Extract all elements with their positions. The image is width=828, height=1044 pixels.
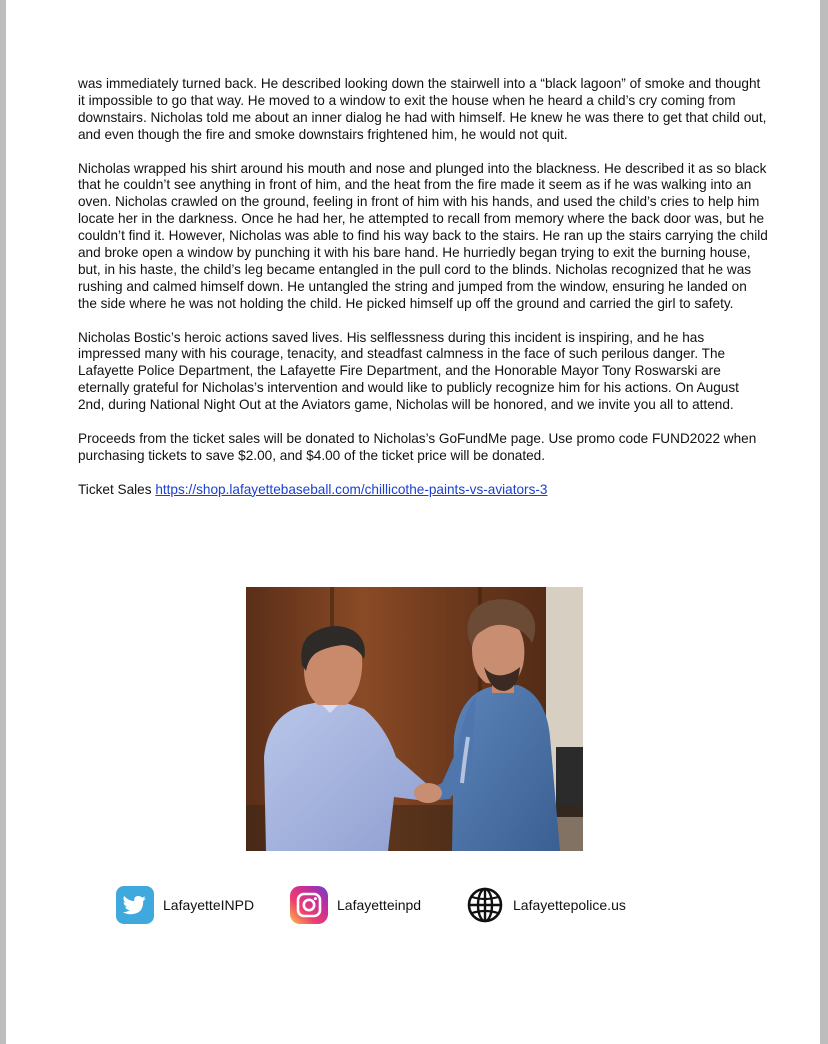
ticket-sales-line xyxy=(78,482,768,499)
twitter-handle: LafayetteINPD xyxy=(163,897,255,913)
website-url: Lafayettepolice.us xyxy=(513,897,626,913)
document-page xyxy=(6,0,820,1044)
handshake-photo xyxy=(246,587,583,851)
paragraph-recognition: Nicholas Bostic’s heroic actions saved lives. His selflessness during this incident is inspiring, and he has impressed many with his courage, tenacity, and steadfast calmness in the face of such perilous danger. The Lafayette Police Department, the Lafayette Fire Department, and the Honorable Mayor Tony Roswarski are eternally grateful for Nicholas’s intervention and would like to publicly recognize him for his actions. On August 2nd, during National Night Out at the Aviators game, Nicholas will be honored, and we invite you all to attend. xyxy=(78,329,739,413)
instagram-handle: Lafayetteinpd xyxy=(337,897,422,913)
twitter-link[interactable] xyxy=(116,886,254,924)
website-link[interactable] xyxy=(466,886,626,924)
social-links-row xyxy=(6,886,820,926)
ticket-sales-label: Ticket Sales xyxy=(78,481,156,497)
paragraph-stairwell: was immediately turned back. He described looking down the stairwell into a “black lagoon” of smoke and thought it impossible to go that way. He moved to a window to exit the house when he heard a child’s cry coming from downstairs. Nicholas told me about an inner dialog he had with himself. He knew he was there to get that child out, and even though the fire and smoke downstairs frightened him, he would not quit. xyxy=(78,76,767,142)
ticket-sales-link[interactable]: https://shop.lafayettebaseball.com/chillicothe-paints-vs-aviators-3 xyxy=(155,481,548,497)
paragraph-proceeds: Proceeds from the ticket sales will be donated to Nicholas’s GoFundMe page. Use promo code FUND2022 when purchasing tickets to save $2.00, and $4.00 of the ticket price will be donated. xyxy=(78,430,757,463)
twitter-icon xyxy=(116,886,154,924)
paragraph-rescue: Nicholas wrapped his shirt around his mouth and nose and plunged into the blackness. He described it as so black that he couldn’t see anything in front of him, and the heat from the fire made it seem as if he was walking into an oven. Nicholas crawled on the ground, feeling in front of him with his hands, and used the child’s cries to help him locate her in the darkness. Once he had her, he attempted to recall from memory where the back door was, but he couldn’t find it. However, Nicholas was able to find his way back to the stairs. He ran up the stairs carrying the child and broke open a window by punching it with his bare hand. He hurriedly began trying to exit the burning house, but, in his haste, the child’s leg became entangled in the pull cord to the blinds. Nicholas recognized that he was rushing and calmed himself down. He untangled the string and jumped from the window, ensuring he landed on the side where he was not holding the child. He picked himself up off the ground and carried the girl to safety. xyxy=(78,160,768,311)
article-body xyxy=(78,76,768,515)
globe-icon xyxy=(466,886,504,924)
instagram-link[interactable] xyxy=(290,886,421,924)
instagram-icon xyxy=(290,886,328,924)
